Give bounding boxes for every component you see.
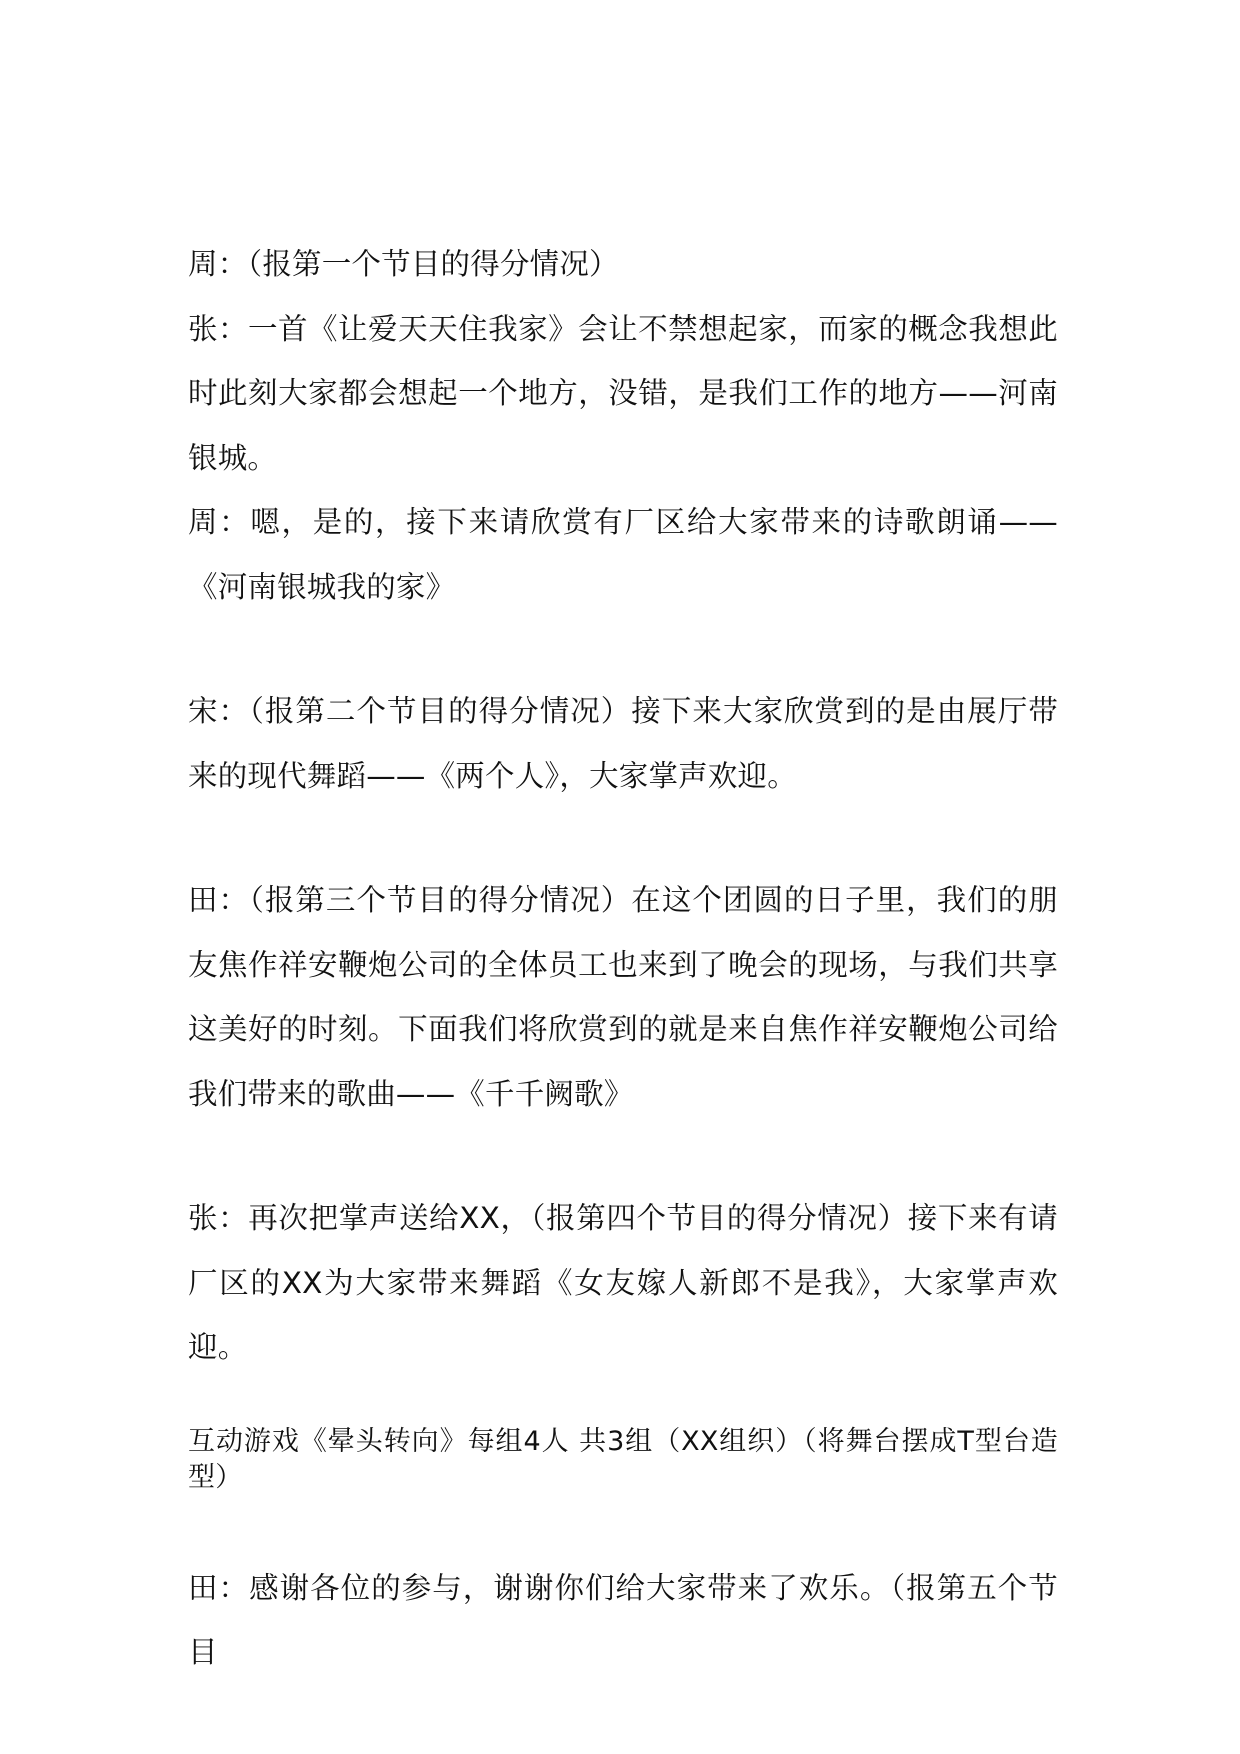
paragraph-tian-2: 田：感谢各位的参与，谢谢你们给大家带来了欢乐。（报第五个节目 [188,1570,1058,1669]
paragraph-zhang-2: 张：再次把掌声送给XX，（报第四个节目的得分情况）接下来有请厂区的XX为大家带来舞蹈《女友嫁人新郎不是我》，大家掌声欢迎。 [188,1201,1058,1364]
paragraph-zhou-1: 周：（报第一个节目的得分情况） [188,247,619,281]
paragraph-game-note: 互动游戏《晕头转向》每组4人 共3组（XX组织）（将舞台摆成T型台造型） [188,1425,1058,1493]
document-body [188,232,1058,1685]
paragraph-song-1: 宋：（报第二个节目的得分情况）接下来大家欣赏到的是由展厅带来的现代舞蹈——《两个人》，大家掌声欢迎。 [188,694,1058,793]
paragraph-zhou-2: 周：嗯，是的，接下来请欣赏有厂区给大家带来的诗歌朗诵——《河南银城我的家》 [188,505,1058,604]
paragraph-tian-1: 田：（报第三个节目的得分情况）在这个团圆的日子里，我们的朋友焦作祥安鞭炮公司的全体员工也来到了晚会的现场，与我们共享这美好的时刻。下面我们将欣赏到的就是来自焦作祥安鞭炮公司给我们带来的歌曲——《千千阙歌》 [188,883,1058,1111]
paragraph-zhang-1: 张：一首《让爱天天住我家》会让不禁想起家，而家的概念我想此时此刻大家都会想起一个地方，没错，是我们工作的地方——河南银城。 [188,311,1058,475]
